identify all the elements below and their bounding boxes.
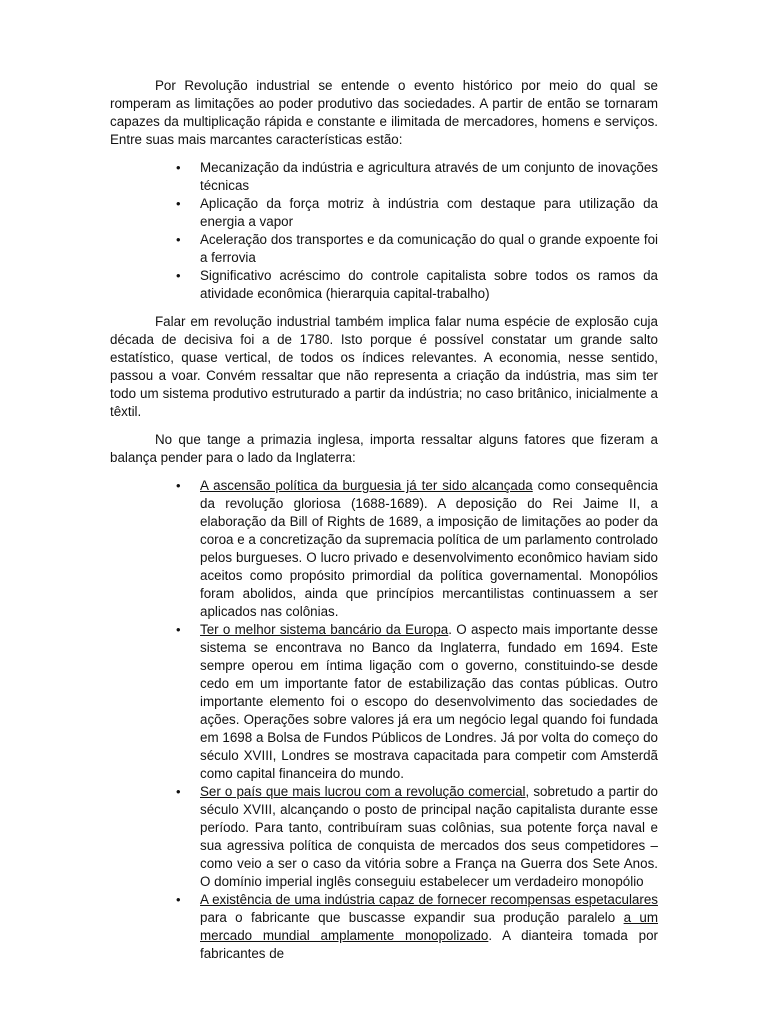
underlined-phrase: a um mercado mundial amplamente monopolizado <box>200 910 658 943</box>
underlined-lead: Ter o melhor sistema bancário da Europa <box>200 622 449 637</box>
bullet-icon: • <box>176 268 181 283</box>
list-item: • Ter o melhor sistema bancário da Europa. O aspecto mais importante desse sistema se encontrava no Banco da Inglaterra, fundado em 1694. Este sempre operou em íntima ligação com o governo, constituindo-se desde cedo em um importante fator de estabilização das contas públicas. Outro importante elemento foi o escopo do desenvolvimento das sociedades de ações. Operações sobre valores já era um negócio legal quando foi fundada em 1698 a Bolsa de Fundos Públicos de Londres. Já por volta do começo do século XVIII, Londres se mostrava capacitada para competir com Amsterdã como capital financeira do mundo. <box>176 622 658 781</box>
primacy-paragraph: No que tange a primazia inglesa, importa ressaltar alguns fatores que fizeram a balança pender para o lado da Inglaterra: <box>110 432 658 465</box>
bullet-icon: • <box>176 478 181 493</box>
explosion-paragraph: Falar em revolução industrial também implica falar numa espécie de explosão cuja década de decisiva foi a de 1780. Isto porque é possível constatar um grande salto estatístico, quase vertical, de todos os índices relevantes. A economia, nesse sentido, passou a voar. Convém ressaltar que não representa a criação da indústria, mas sim ter todo um sistema produtivo estruturado a partir da indústria; no caso britânico, inicialmente a têxtil. <box>110 314 658 419</box>
bullet-icon: • <box>176 622 181 637</box>
list-item: • Significativo acréscimo do controle capitalista sobre todos os ramos da atividade econômica (hierarquia capital-trabalho) <box>176 268 658 301</box>
list-item: • A existência de uma indústria capaz de fornecer recompensas espetaculares para o fabricante que buscasse expandir sua produção paralelo a um mercado mundial amplamente monopolizado. A dianteira tomada por fabricantes de <box>176 892 658 961</box>
bullet-icon: • <box>176 232 181 247</box>
bullet-icon: • <box>176 892 181 907</box>
bullet-icon: • <box>176 160 181 175</box>
list-item: • Mecanização da indústria e agricultura através de um conjunto de inovações técnicas <box>176 160 658 193</box>
list-item: • Aplicação da força motriz à indústria com destaque para utilização da energia a vapor <box>176 196 658 229</box>
bullet-icon: • <box>176 196 181 211</box>
list-item: • A ascensão política da burguesia já ter sido alcançada como consequência da revolução gloriosa (1688-1689). A deposição do Rei Jaime II, a elaboração da Bill of Rights de 1689, a imposição de limitações ao poder da coroa e a concretização da supremacia política de um parlamento controlado pelos burgueses. O lucro privado e desenvolvimento econômico haviam sido aceitos como propósito primordial da política governamental. Monopólios foram abolidos, ainda que princípios mercantilistas continuassem a ser aplicados nas colônias. <box>176 478 658 619</box>
underlined-lead: A existência de uma indústria capaz de fornecer recompensas espetaculares <box>200 892 658 907</box>
list-item: • Ser o país que mais lucrou com a revolução comercial, sobretudo a partir do século XVIII, alcançando o posto de principal nação capitalista durante esse período. Para tanto, contribuíram suas colônias, sua potente força naval e sua agressiva política de conquista de mercados dos seus competidores – como veio a ser o caso da vitória sobre a França na Guerra dos Sete Anos. O domínio imperial inglês conseguiu estabelecer um verdadeiro monopólio <box>176 784 659 889</box>
factors-list <box>110 477 658 963</box>
intro-paragraph: Por Revolução industrial se entende o evento histórico por meio do qual se romperam as limitações ao poder produtivo das sociedades. A partir de então se tornaram capazes da multiplicação rápida e constante e ilimitada de mercadores, homens e serviços. Entre suas mais marcantes características estão: <box>110 78 658 147</box>
bullet-icon: • <box>176 784 181 799</box>
list-item: • Aceleração dos transportes e da comunicação do qual o grande expoente foi a ferrovia <box>176 232 658 265</box>
characteristics-list <box>110 159 658 303</box>
underlined-lead: A ascensão política da burguesia já ter sido alcançada <box>200 478 533 493</box>
underlined-lead: Ser o país que mais lucrou com a revolução comercial <box>200 784 526 799</box>
